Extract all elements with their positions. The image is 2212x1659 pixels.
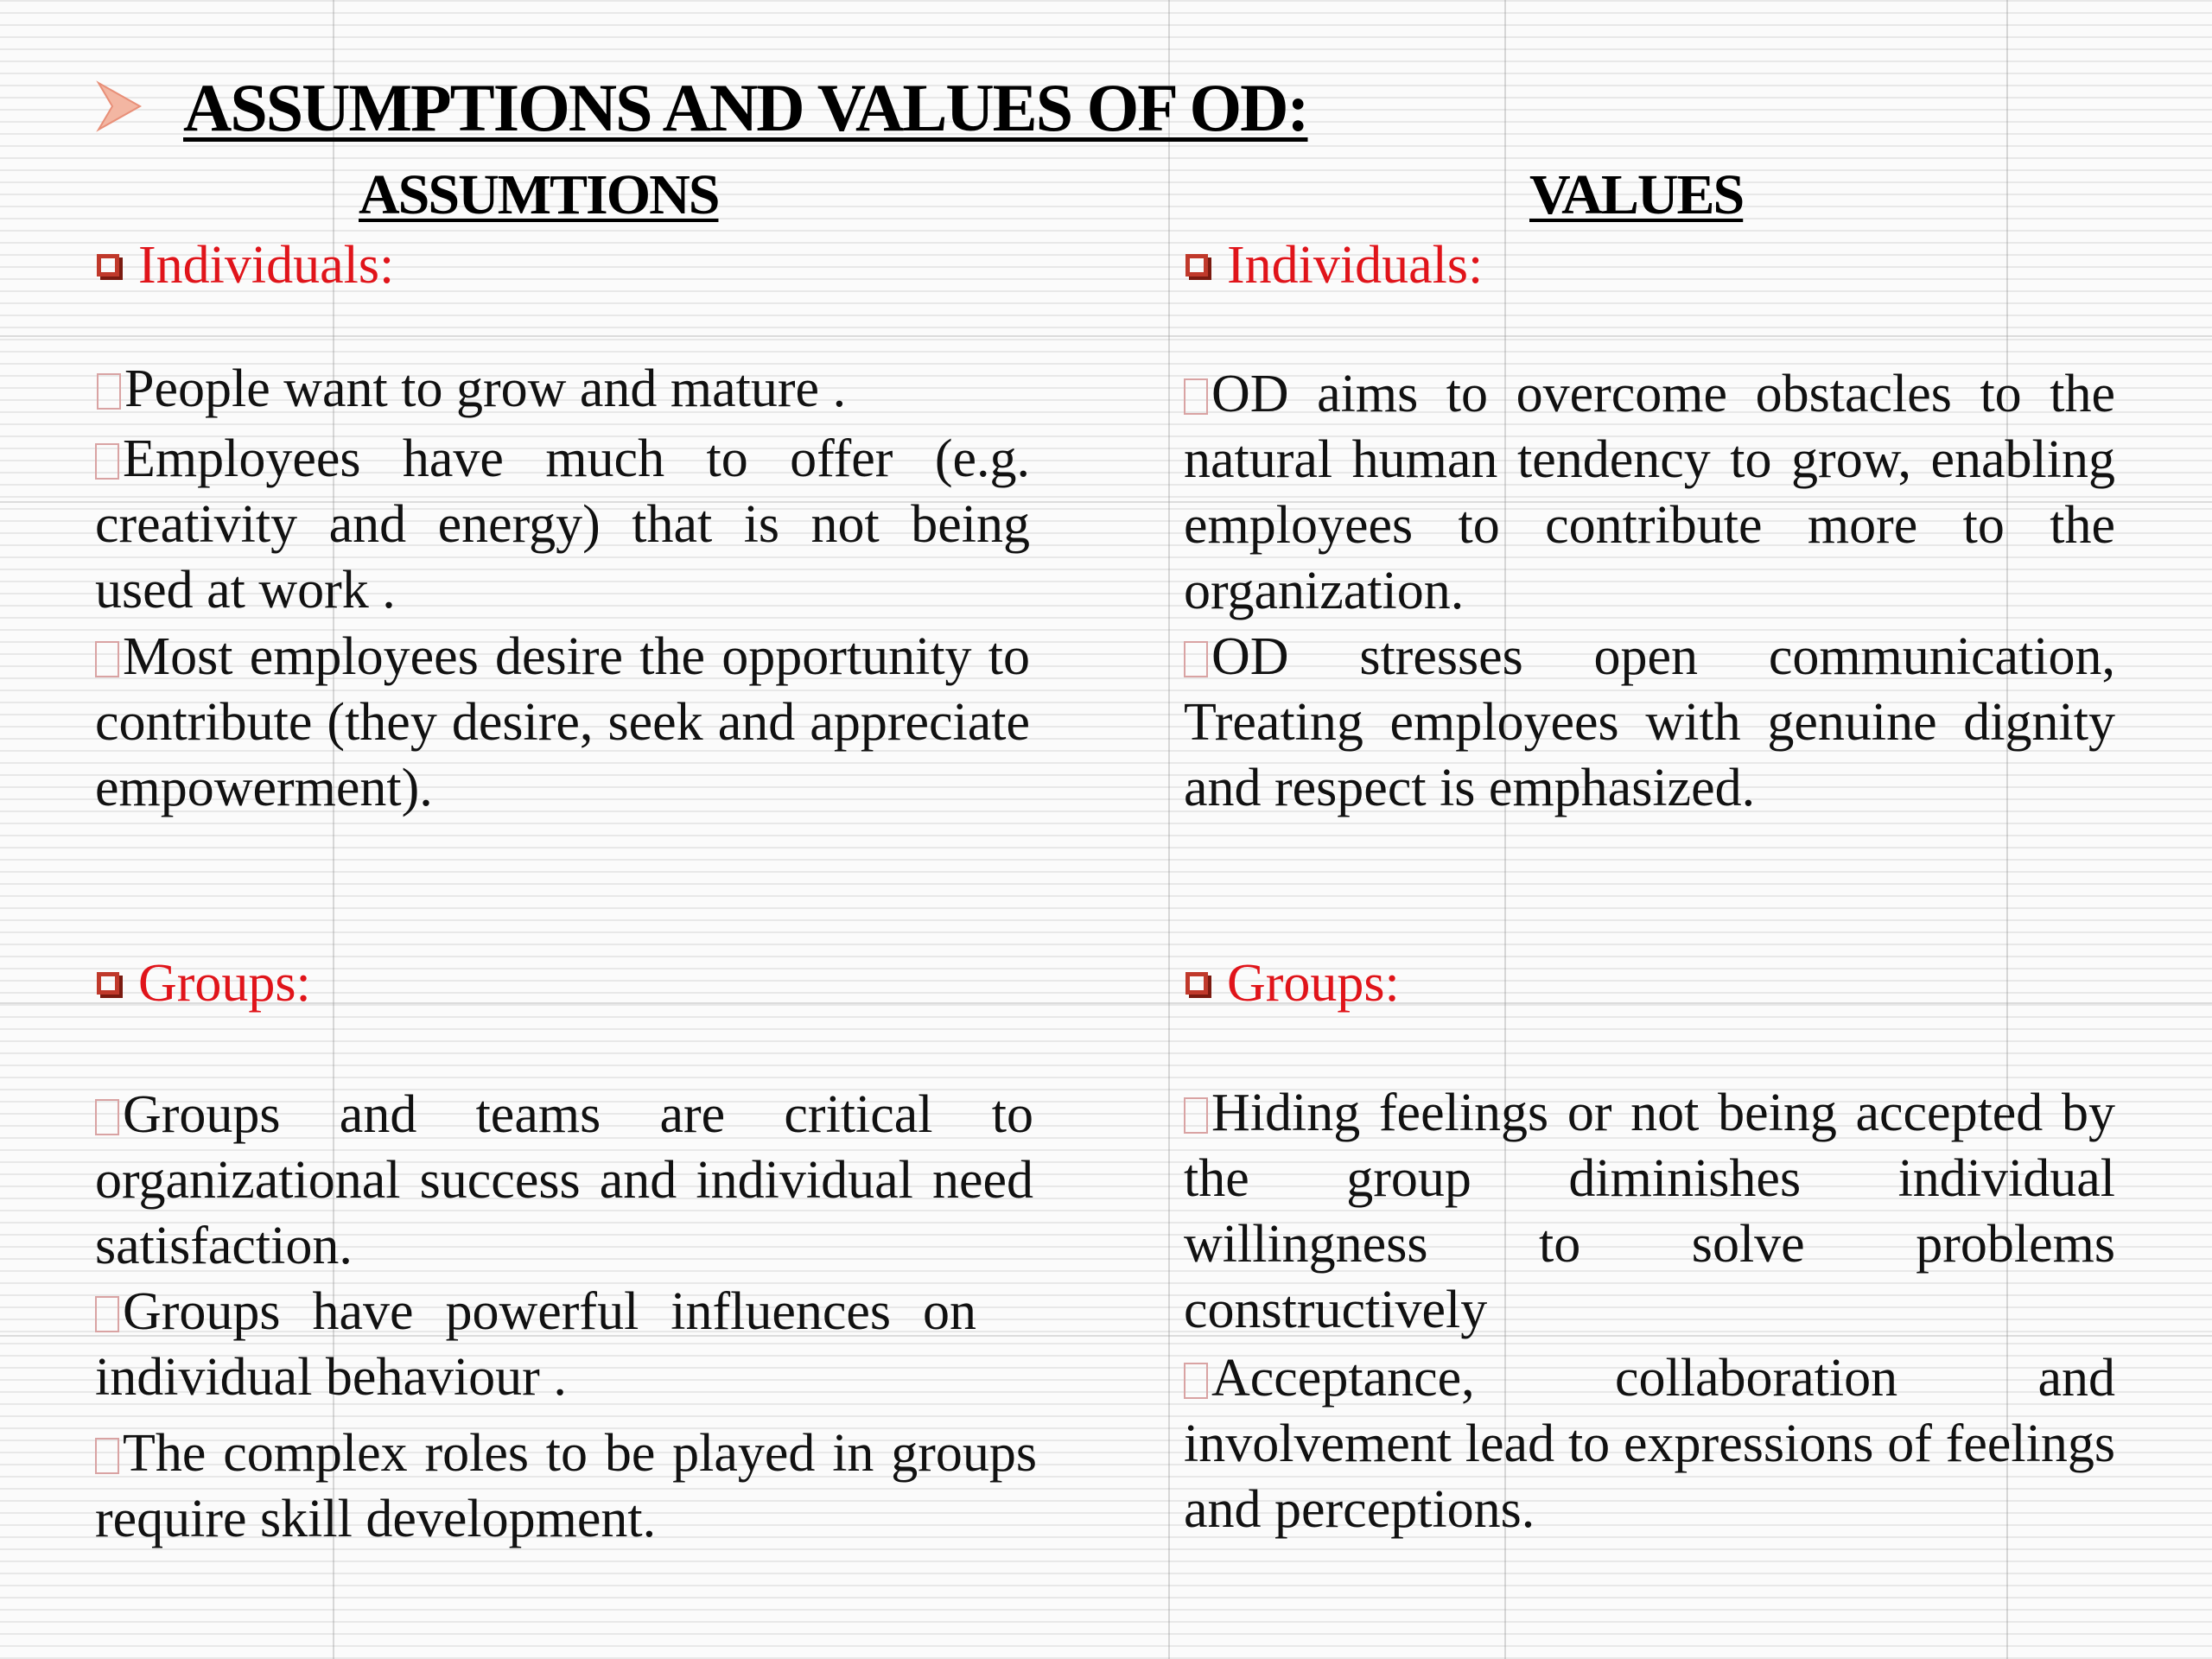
checkbox-bullet-icon (97, 972, 119, 995)
point-text: Most employees desire the opportunity to contribute (they desire, seek and appreciate empowerment). (95, 627, 1030, 817)
missing-glyph-icon (95, 443, 119, 480)
value-individual-point (1184, 361, 2115, 624)
missing-glyph-icon (95, 1438, 119, 1474)
missing-glyph-icon (97, 373, 121, 410)
grid-line (0, 335, 2212, 337)
assumptions-individuals-section (97, 235, 394, 296)
section-label: Individuals: (1227, 236, 1484, 295)
grid-line (1168, 0, 1170, 1659)
missing-glyph-icon (1184, 641, 1208, 677)
assumption-individual-point (95, 624, 1030, 821)
page-title: ASSUMPTIONS AND VALUES OF OD: (183, 70, 1308, 145)
assumption-individual-point (97, 356, 1030, 422)
missing-glyph-icon (95, 1099, 119, 1135)
values-individuals-section (1185, 235, 1483, 296)
section-label: Individuals: (138, 236, 395, 295)
missing-glyph-icon (95, 641, 119, 677)
assumptions-heading: ASSUMTIONS (359, 163, 719, 226)
point-text: Employees have much to offer (e.g. creativity and energy) that is not being used at work . (95, 429, 1030, 620)
assumption-group-point (95, 1082, 1033, 1279)
point-text: The complex roles to be played in groups require skill development. (95, 1424, 1037, 1548)
values-heading: VALUES (1529, 163, 1744, 226)
value-group-point (1184, 1080, 2115, 1343)
point-text: Groups have powerful influences on individual behaviour . (95, 1282, 976, 1407)
point-text: OD stresses open communication, Treating employees with genuine dignity and respect is emphasized. (1184, 627, 2115, 817)
missing-glyph-icon (1184, 378, 1208, 415)
assumption-individual-point (95, 426, 1030, 623)
checkbox-bullet-icon (1185, 254, 1208, 276)
assumption-group-point (95, 1421, 1037, 1552)
point-text: OD aims to overcome obstacles to the natural human tendency to grow, enabling employees to contribute more to the organization. (1184, 365, 2115, 620)
point-text: Hiding feelings or not being accepted by the group diminishes individual willingness to solve problems constructively (1184, 1084, 2115, 1339)
missing-glyph-icon (95, 1296, 119, 1332)
section-label: Groups: (138, 954, 311, 1013)
value-group-point (1184, 1345, 2115, 1542)
assumption-group-point (95, 1279, 976, 1410)
checkbox-bullet-icon (97, 254, 119, 276)
point-text: People want to grow and mature . (124, 359, 847, 418)
grid-line (0, 1002, 2212, 1004)
section-label: Groups: (1227, 954, 1400, 1013)
checkbox-bullet-icon (1185, 972, 1208, 995)
point-text: Acceptance, collaboration and involvement lead to expressions of feelings and perceptions. (1184, 1349, 2115, 1539)
values-groups-section (1185, 953, 1400, 1014)
missing-glyph-icon (1184, 1363, 1208, 1399)
arrow-bullet-icon (95, 79, 143, 133)
point-text: Groups and teams are critical to organizational success and individual need satisfaction. (95, 1085, 1033, 1275)
value-individual-point (1184, 624, 2115, 821)
missing-glyph-icon (1184, 1097, 1208, 1134)
assumptions-groups-section (97, 953, 311, 1014)
